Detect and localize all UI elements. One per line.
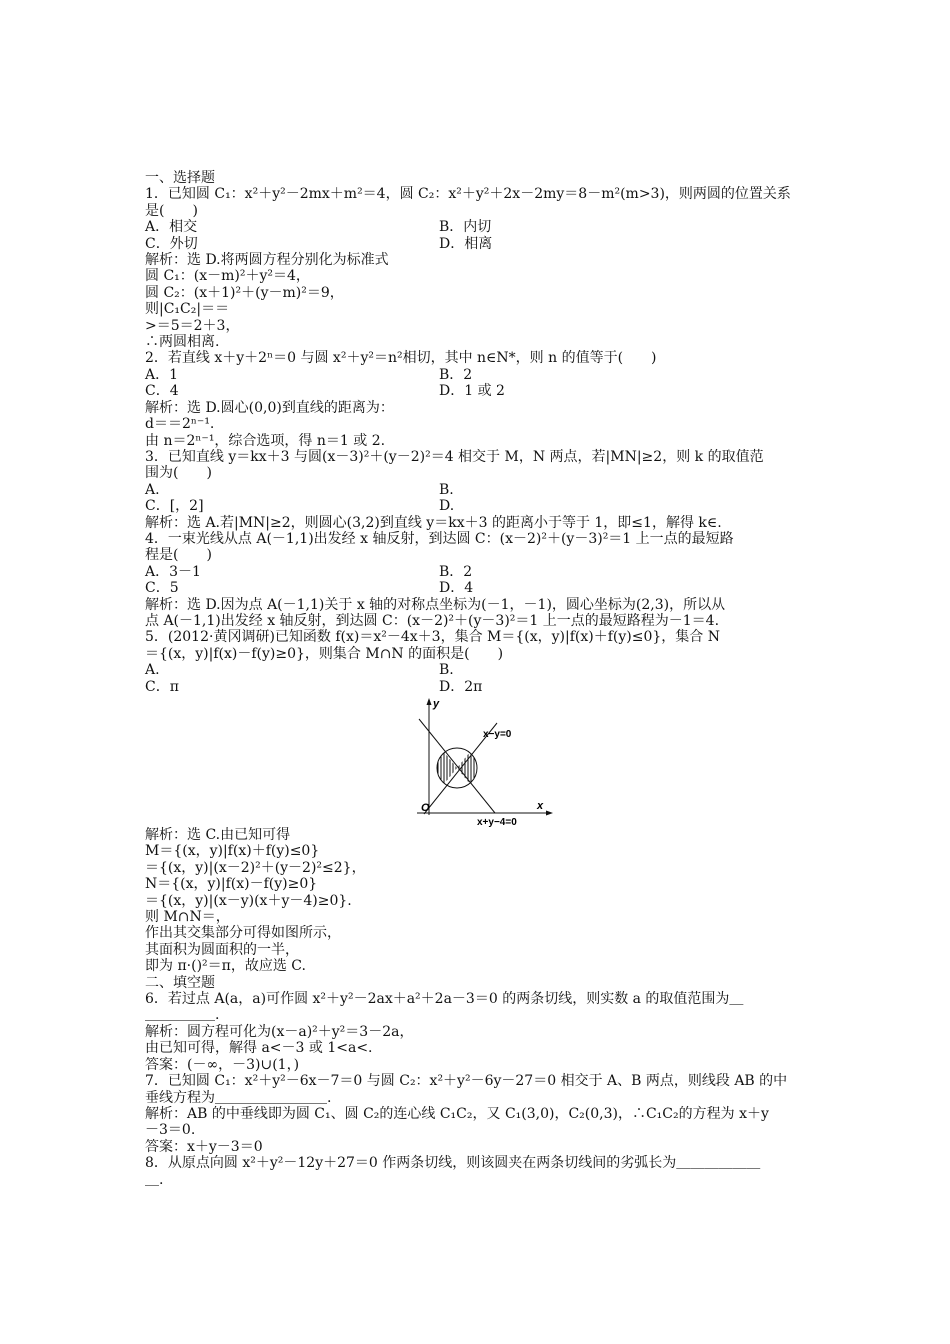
text-line: ＝{(x，y)|f(x)－f(y)≥0}，则集合 M∩N 的面积是( ) <box>145 645 504 662</box>
option-right: D．相离 <box>439 235 493 252</box>
option-row <box>145 482 815 498</box>
text-line: 解析：选 A.若|MN|≥2，则圆心(3,2)到直线 y＝kx＋3 的距离小于等于 1，即≤1，解得 k∈. <box>145 514 722 531</box>
option-row <box>145 679 815 695</box>
text-line: 圆 C₂：(x＋1)²＋(y－m)²＝9， <box>145 284 344 301</box>
document-content <box>145 170 815 1188</box>
option-left: C．外切 <box>145 235 198 252</box>
text-line: 7．已知圆 C₁：x²＋y²－6x－7＝0 与圆 C₂：x²＋y²－6y－27＝0 相交于 A、B 两点，则线段 AB 的中 <box>145 1073 788 1090</box>
line1-label: x−y=0 <box>483 729 512 740</box>
origin-label: O <box>421 802 430 814</box>
option-row <box>145 236 815 252</box>
text-line: 点 A(－1,1)出发经 x 轴反射，到达圆 C：(x－2)²＋(y－3)²＝1 上一点的最短路程为－1＝4. <box>145 612 720 629</box>
text-line: 解析：圆方程可化为(x－a)²＋y²＝3－2a， <box>145 1023 414 1040</box>
option-left: C．[，2] <box>145 498 204 515</box>
text-line: 作出其交集部分可得如图所示， <box>145 925 341 942</box>
option-row <box>145 580 815 596</box>
text-line: N＝{(x，y)|f(x)－f(y)≥0} <box>145 876 318 893</box>
option-right: D．4 <box>439 580 474 597</box>
text-line: 3．已知直线 y＝kx＋3 与圆(x－3)²＋(y－2)²＝4 相交于 M，N 两点，若|MN|≥2，则 k 的取值范 <box>145 448 764 465</box>
option-left: C．5 <box>145 580 179 597</box>
figure <box>145 695 815 827</box>
text-line: 则|C₁C₂|＝＝ <box>145 301 230 318</box>
text-line: 8．从原点向圆 x²＋y²－12y＋27＝0 作两条切线，则该圆夹在两条切线间的劣弧长为＿＿＿＿＿＿ <box>145 1155 761 1172</box>
text-line: 4．一束光线从点 A(－1,1)出发经 x 轴反射，到达圆 C：(x－2)²＋(y－3)²＝1 上一点的最短路 <box>145 530 734 547</box>
option-right: B．2 <box>439 563 473 580</box>
option-row <box>145 367 815 383</box>
text-line: 解析：选 C.由已知可得 <box>145 827 291 843</box>
text-line: －3＝0. <box>145 1122 196 1139</box>
text-line: 解析：选 D.因为点 A(－1,1)关于 x 轴的对称点坐标为(－1，－1)，圆心坐标为(2,3)，所以从 <box>145 596 726 613</box>
option-row <box>145 564 815 580</box>
text-line: 解析：AB 的中垂线即为圆 C₁、圆 C₂的连心线 C₁C₂，又 C₁(3,0)，C₂(0,3)，∴C₁C₂的方程为 x＋y <box>145 1105 769 1122</box>
text-line: ＿＿＿＿＿. <box>145 1007 220 1024</box>
text-line: 6．若过点 A(a，a)可作圆 x²＋y²－2ax＋a²＋2a－3＝0 的两条切线，则实数 a 的取值范围为＿ <box>145 991 744 1008</box>
option-right: B. <box>439 662 454 679</box>
shaded-right <box>457 731 487 805</box>
text-line: ＝{(x，y)|(x－2)²＋(y－2)²≤2}， <box>145 859 366 876</box>
option-left: A. <box>145 662 160 679</box>
text-line: 2．若直线 x＋y＋2ⁿ＝0 与圆 x²＋y²＝n²相切，其中 n∈N*，则 n 的值等于( ) <box>145 350 657 367</box>
option-right: D．1 或 2 <box>439 383 505 400</box>
text-line: 答案：(－∞，－3)∪(1，) <box>145 1056 300 1073</box>
option-left: A．3－1 <box>145 563 201 580</box>
text-line: 5．(2012·黄冈调研)已知函数 f(x)＝x²－4x＋3，集合 M＝{(x，y)|f(x)＋f(y)≤0}，集合 N <box>145 629 720 646</box>
text-line: 是( ) <box>145 202 198 219</box>
text-line: 二、填空题 <box>145 974 215 991</box>
text-line: 垂线方程为＿＿＿＿＿＿＿＿. <box>145 1089 332 1106</box>
option-left: A．相交 <box>145 219 198 236</box>
text-line: 程是( ) <box>145 547 212 564</box>
x-axis-label: x <box>537 800 544 812</box>
option-right: B．内切 <box>439 219 492 236</box>
text-line: 1．已知圆 C₁：x²＋y²－2mx＋m²＝4，圆 C₂：x²＋y²＋2x－2my＝8－m²(m>3)，则两圆的位置关系 <box>145 186 791 203</box>
option-left: C．4 <box>145 383 179 400</box>
option-row <box>145 219 815 235</box>
text-line: 一、选择题 <box>145 170 215 186</box>
line2-label: x+y−4=0 <box>477 817 517 827</box>
text-line: 则 M∩N＝， <box>145 909 230 926</box>
shaded-left <box>427 731 457 805</box>
option-right: B. <box>439 481 454 498</box>
text-line: ∴两圆相离. <box>145 334 220 351</box>
option-left: A．1 <box>145 366 179 383</box>
option-right: D．2π <box>439 678 483 695</box>
option-row <box>145 662 815 678</box>
option-left: A. <box>145 481 160 498</box>
text-line: ＝{(x，y)|(x－y)(x＋y－4)≥0}. <box>145 892 352 909</box>
y-axis-arrow <box>427 698 432 705</box>
text-line: 解析：选 D.将两圆方程分别化为标准式 <box>145 252 389 269</box>
text-line: >＝5＝2＋3， <box>145 317 240 334</box>
text-line: 其面积为圆面积的一半， <box>145 941 299 958</box>
text-line: 解析：选 D.圆心(0,0)到直线的距离为： <box>145 399 394 416</box>
text-line: d＝＝2ⁿ⁻¹. <box>145 416 215 433</box>
option-left: C．π <box>145 678 179 695</box>
text-line: 答案：x＋y－3＝0 <box>145 1138 263 1155</box>
y-axis-label: y <box>433 698 440 710</box>
text-line: 即为 π·()²＝π，故应选 C. <box>145 958 306 975</box>
option-right: D. <box>439 498 455 515</box>
text-line: 围为( ) <box>145 465 212 482</box>
x-axis-arrow <box>546 811 553 816</box>
text-line: 由已知可得，解得 a<－3 或 1<a<. <box>145 1040 373 1057</box>
text-line: M＝{(x，y)|f(x)＋f(y)≤0} <box>145 843 320 860</box>
region-diagram <box>407 695 557 827</box>
option-row <box>145 498 815 514</box>
option-row <box>145 383 815 399</box>
text-line: ＿. <box>145 1171 164 1188</box>
text-line: 圆 C₁：(x－m)²＋y²＝4， <box>145 268 310 285</box>
option-right: B．2 <box>439 366 473 383</box>
text-line: 由 n＝2ⁿ⁻¹，综合选项，得 n＝1 或 2. <box>145 432 386 449</box>
